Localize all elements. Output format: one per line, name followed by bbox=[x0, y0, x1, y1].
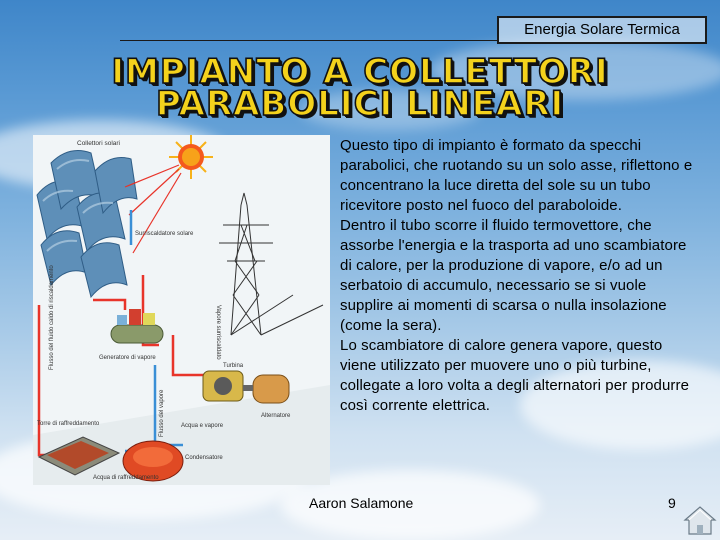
steam-flow-label: Flusso del vapore bbox=[159, 389, 165, 437]
home-button[interactable] bbox=[683, 503, 717, 537]
header-rule bbox=[120, 40, 498, 41]
superheater-label: Surriscaldatore solare bbox=[135, 231, 194, 237]
condenser-label: Condensatore bbox=[185, 455, 223, 461]
slide-title-line-1: IMPIANTO A COLLETTORI bbox=[111, 52, 609, 92]
superheated-steam-label: Vapore surriscaldato bbox=[215, 305, 221, 360]
body-paragraph: Questo tipo di impianto è formato da specchi parabolici, che ruotando su un solo asse, riflettono e concentrano la luce diretta del sole su un tubo ricevitore posto nel fuoco del paraboloide. bbox=[340, 137, 693, 214]
home-icon bbox=[683, 503, 717, 537]
body-paragraph: Lo scambiatore di calore genera vapore, questo viene utilizzato per muovere uno o più turbine, collegate a loro volta a degli alternatori per produrre così corrente elettrica. bbox=[340, 337, 690, 414]
collectors-label: Collettori solari bbox=[77, 140, 120, 147]
steam-generator-label: Generatore di vapore bbox=[99, 355, 156, 361]
slide-title-line-2: PARABOLICI LINEARI bbox=[155, 84, 565, 124]
turbine-label: Turbina bbox=[223, 363, 244, 369]
body-paragraph: Dentro il tubo scorre il fluido termovettore, che assorbe l'energia e la trasporta ad uno scambiatore di calore, per la produzione di vapore, e/o ad un serbatoio di accumulo, necessario se si vuole supplire ai momenti di scarsa o nulla insolazione (come la sera). bbox=[340, 217, 687, 334]
turbine bbox=[203, 371, 243, 401]
alternator-label: Alternatore bbox=[261, 413, 291, 419]
section-label: Energia Solare Termica bbox=[497, 16, 707, 44]
cooling-water-label: Acqua di raffreddamento bbox=[93, 475, 159, 481]
hot-fluid-flow-label: Flusso del fluido caldo di riscaldamento bbox=[49, 265, 55, 370]
water-steam-label: Acqua e vapore bbox=[181, 423, 224, 429]
plant-diagram bbox=[33, 135, 330, 485]
slide-body bbox=[340, 136, 700, 416]
cooling-towers-label: Torre di raffreddamento bbox=[37, 421, 100, 427]
page-number: 9 bbox=[668, 495, 676, 511]
footer-author: Aaron Salamone bbox=[309, 495, 414, 511]
slide-title bbox=[0, 52, 720, 124]
